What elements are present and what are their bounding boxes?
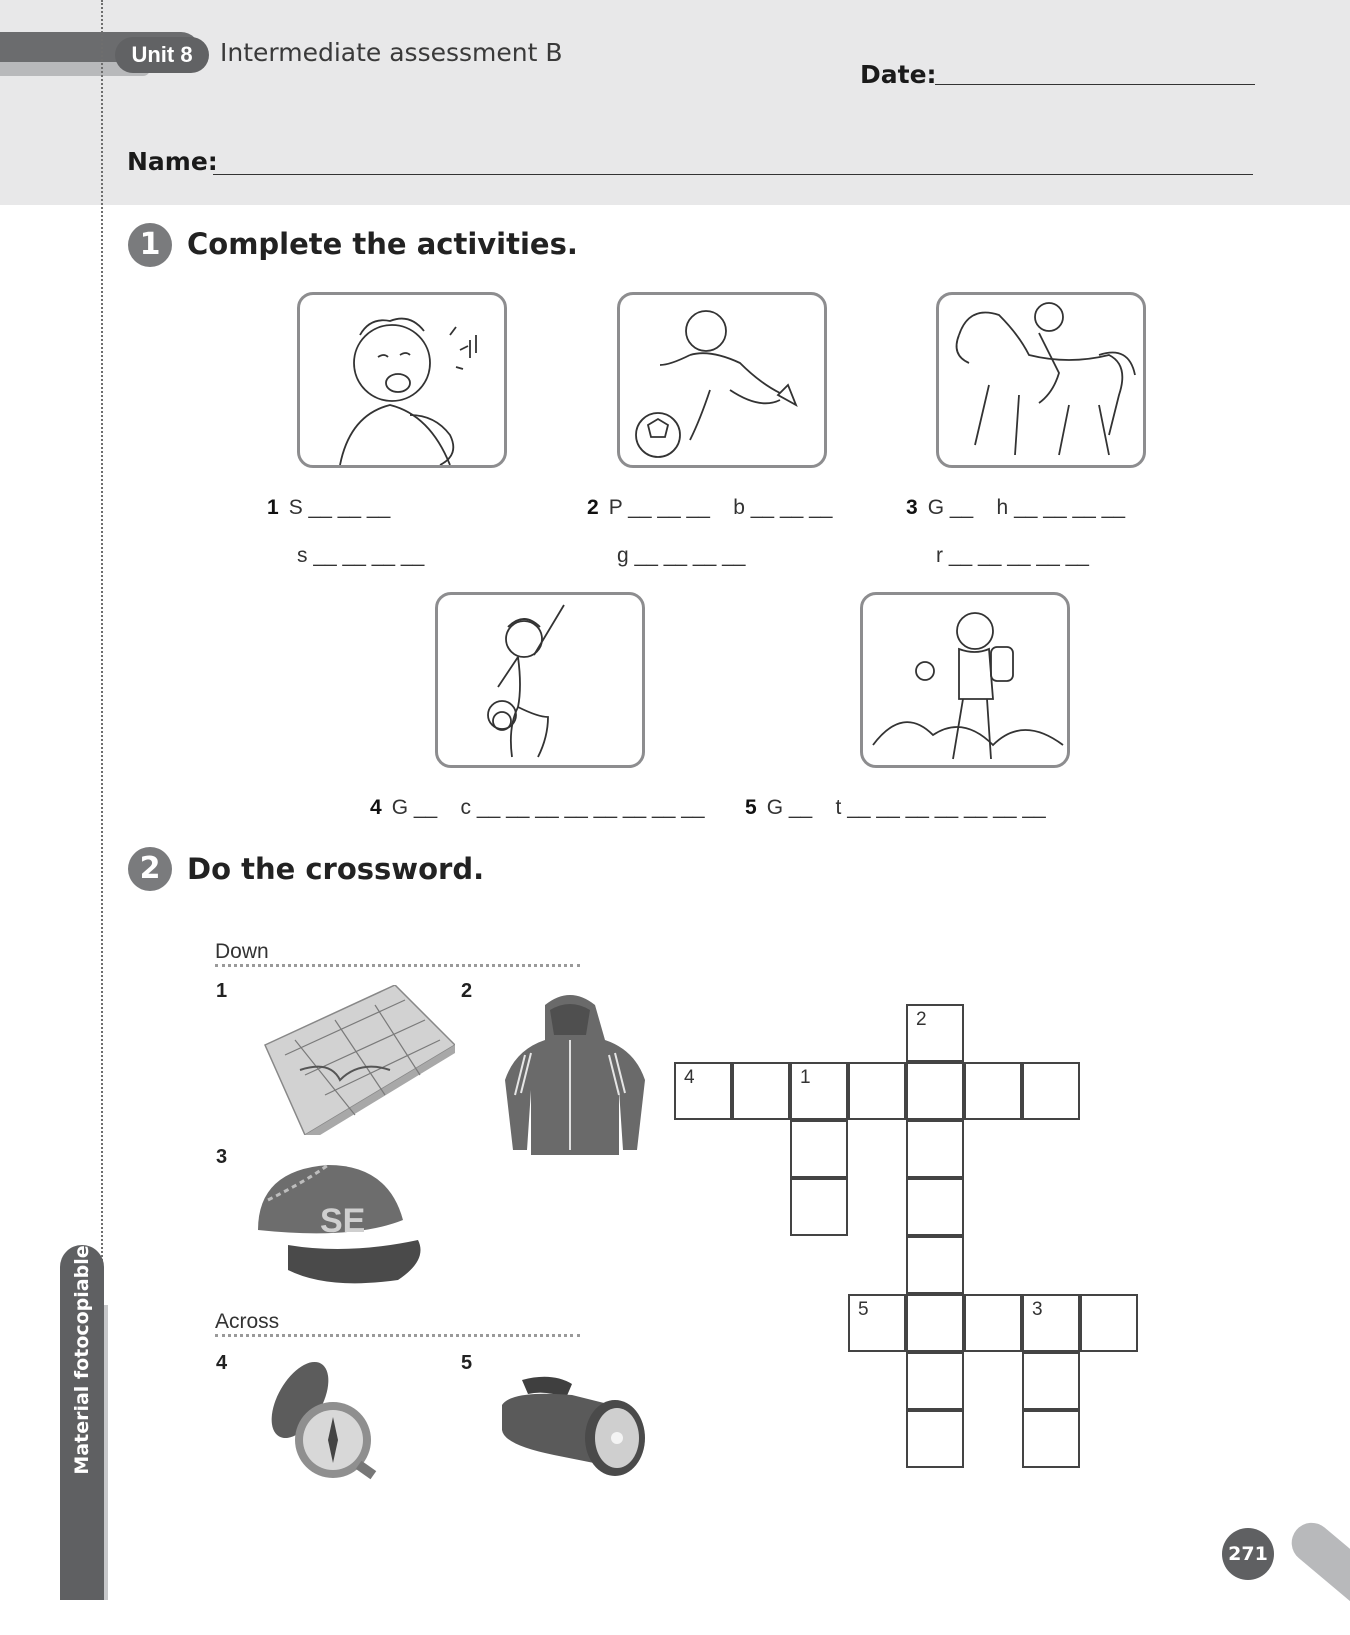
cell-number-5: 5: [858, 1299, 869, 1320]
map-image: [245, 985, 455, 1135]
crossword-cell[interactable]: [732, 1062, 790, 1120]
name-field[interactable]: [213, 174, 1253, 175]
prompt-5-line-1: [745, 796, 1046, 820]
prompt-4-number: 4: [370, 796, 382, 819]
crossword-cell[interactable]: [790, 1062, 848, 1120]
crossword-cell[interactable]: [848, 1062, 906, 1120]
sidebar-label: Material fotocopiable: [71, 1245, 93, 1475]
date-label: Date:: [860, 60, 937, 89]
prompt-5-number: 5: [745, 796, 757, 819]
section-1-number: 1: [128, 223, 172, 267]
crossword-cell[interactable]: [1022, 1352, 1080, 1410]
crossword-cell[interactable]: [790, 1178, 848, 1236]
crossword-cell[interactable]: [1022, 1294, 1080, 1352]
date-field[interactable]: [935, 84, 1255, 85]
prompt-3-number: 3: [906, 496, 918, 519]
name-label: Name:: [127, 147, 218, 176]
prompt-2-number: 2: [587, 496, 599, 519]
raincoat-image: [495, 995, 645, 1155]
prompt-5-text: G __ t __ __ __ __ __ __ __: [766, 796, 1046, 819]
down-clue-1-number: 1: [216, 980, 228, 1002]
page-corner-tab: [1284, 1515, 1350, 1635]
hiking-picture: [860, 592, 1070, 768]
compass-image: [255, 1355, 385, 1485]
cell-number-2: 2: [916, 1009, 927, 1030]
crossword-cell[interactable]: [1022, 1062, 1080, 1120]
unit-badge: Unit 8: [115, 37, 209, 73]
cell-number-3: 3: [1032, 1299, 1043, 1320]
cell-number-1: 1: [800, 1067, 811, 1088]
section-1-title: Complete the activities.: [187, 227, 578, 261]
crossword-cell[interactable]: [790, 1120, 848, 1178]
crossword-cell[interactable]: [906, 1352, 964, 1410]
horse-riding-picture: [936, 292, 1146, 468]
down-divider: [215, 964, 580, 967]
climbing-picture: [435, 592, 645, 768]
section-2-title: Do the crossword.: [187, 852, 485, 886]
cap-image: [248, 1160, 423, 1290]
across-heading: Across: [215, 1310, 280, 1333]
singing-picture: [297, 292, 507, 468]
prompt-3-line-2: r __ __ __ __ __: [936, 544, 1089, 567]
assessment-title: Intermediate assessment B: [220, 38, 563, 67]
torch-image: [497, 1370, 652, 1485]
crossword-cell[interactable]: [906, 1236, 964, 1294]
section-2-number: 2: [128, 847, 172, 891]
down-clue-3-number: 3: [216, 1146, 228, 1168]
prompt-4-line-1: [370, 796, 705, 820]
prompt-1-line-1: [267, 496, 390, 520]
across-clue-5-number: 5: [461, 1352, 473, 1374]
crossword-cell[interactable]: [906, 1062, 964, 1120]
prompt-2-line-1: [587, 496, 833, 520]
down-heading: Down: [215, 940, 269, 963]
crossword-cell[interactable]: [906, 1004, 964, 1062]
svg-text:SE: SE: [320, 1202, 366, 1240]
prompt-2-line-2: g __ __ __ __: [617, 544, 746, 567]
prompt-1-number: 1: [267, 496, 279, 519]
crossword-cell[interactable]: [1080, 1294, 1138, 1352]
sidebar-label-box: [60, 1245, 104, 1475]
crossword-cell[interactable]: [906, 1294, 964, 1352]
down-clue-2-number: 2: [461, 980, 473, 1002]
crossword-cell[interactable]: [674, 1062, 732, 1120]
crossword-cell[interactable]: [906, 1410, 964, 1468]
prompt-3-text: G __ h __ __ __ __: [927, 496, 1126, 519]
prompt-3-line-1: [906, 496, 1125, 520]
crossword-cell[interactable]: [1022, 1410, 1080, 1468]
prompt-1-line-2: s __ __ __ __: [297, 544, 425, 567]
page-number: 271: [1222, 1528, 1274, 1580]
football-picture: [617, 292, 827, 468]
cell-number-4: 4: [684, 1067, 695, 1088]
crossword-cell[interactable]: [906, 1120, 964, 1178]
prompt-2-text: P __ __ __ b __ __ __: [608, 496, 833, 519]
crossword-cell[interactable]: [848, 1294, 906, 1352]
crossword-cell[interactable]: [964, 1062, 1022, 1120]
crossword-cell[interactable]: [906, 1178, 964, 1236]
prompt-4-text: G __ c __ __ __ __ __ __ __ __: [391, 796, 705, 819]
across-clue-4-number: 4: [216, 1352, 228, 1374]
across-divider: [215, 1334, 580, 1337]
crossword-cell[interactable]: [964, 1294, 1022, 1352]
prompt-1-text: S __ __ __: [288, 496, 391, 519]
